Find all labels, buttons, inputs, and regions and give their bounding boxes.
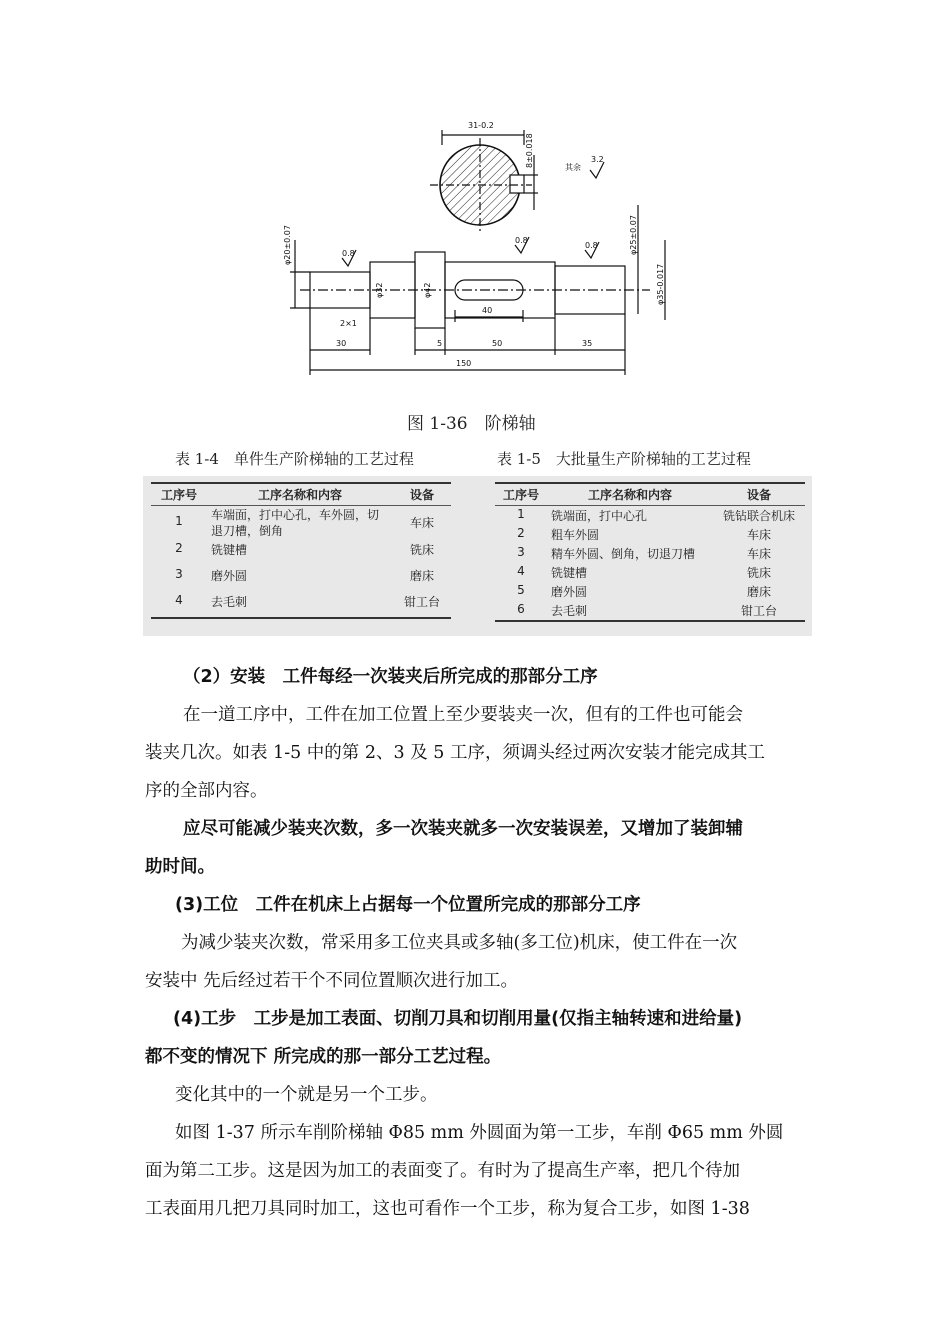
table5-caption: 表 1-5 大批量生产阶梯轴的工艺过程 bbox=[497, 450, 751, 468]
paragraph-line: 装夹几次。如表 1-5 中的第 2、3 及 5 工序，须调头经过两次安装才能完成其工 bbox=[145, 743, 765, 763]
heading-step: (4)工步 工步是加工表面、切削刀具和切削用量(仅指主轴转速和进给量) bbox=[173, 1009, 743, 1029]
table5-header: 工序号 bbox=[502, 488, 539, 502]
label-dim150: 150 bbox=[456, 359, 472, 368]
label-dim50: 50 bbox=[492, 339, 503, 348]
label-rough3: 0.8 bbox=[585, 241, 598, 250]
label-dia42: φ42 bbox=[423, 282, 432, 298]
label-dia20: φ20±0.07 bbox=[283, 225, 292, 265]
paragraph-line: 如图 1-37 所示车削阶梯轴 Φ85 mm 外圆面为第一工步，车削 Φ65 mm 外圆 bbox=[175, 1123, 784, 1143]
paragraph-line: 序的全部内容。 bbox=[145, 781, 268, 801]
table5-header: 工序名称和内容 bbox=[587, 488, 672, 502]
label-dia25: φ25±0.07 bbox=[629, 215, 638, 255]
figure-caption: 图 1-36 阶梯轴 bbox=[407, 414, 536, 434]
table5-header: 设备 bbox=[746, 488, 771, 502]
bold-note: 应尽可能减少装夹次数，多一次装夹就多一次安装误差，又增加了装卸辅 bbox=[183, 819, 743, 839]
label-dim5: 5 bbox=[437, 339, 443, 348]
label-dim35: 35 bbox=[582, 339, 593, 348]
table-row: 3 精车外圆、倒角，切退刀槽 车床 bbox=[517, 545, 771, 561]
table-row: 3 磨外圆 磨床 bbox=[175, 567, 434, 583]
label-rough1: 0.8 bbox=[342, 249, 355, 258]
table-row: 5 磨外圆 磨床 bbox=[517, 583, 771, 599]
table-row: 4 铣键槽 铣床 bbox=[517, 564, 771, 580]
heading-station: (3)工位 工件在机床上占据每一个位置所完成的那部分工序 bbox=[175, 895, 641, 915]
tables-panel bbox=[143, 476, 812, 636]
table4-caption: 表 1-4 单件生产阶梯轴的工艺过程 bbox=[175, 450, 414, 468]
stepped-shaft-drawing bbox=[270, 110, 670, 385]
table-row: 2 粗车外圆 车床 bbox=[517, 526, 771, 542]
table4 bbox=[151, 482, 451, 619]
body-text bbox=[145, 658, 805, 1228]
table-row: 4 去毛刺 钳工台 bbox=[151, 592, 451, 618]
label-dia35: φ35-0.017 bbox=[656, 263, 665, 305]
table-row: 1 车端面，打中心孔，车外圆，切退刀槽，倒角 车床 bbox=[175, 508, 434, 538]
heading-installation: （2）安装 工件每经一次装夹后所完成的那部分工序 bbox=[183, 667, 598, 687]
paragraph-line: 安装中 先后经过若干个不同位置顺次进行加工。 bbox=[145, 971, 519, 991]
label-rough2: 0.8 bbox=[515, 236, 528, 245]
table-row: 2 铣键槽 铣床 bbox=[175, 541, 434, 557]
label-dim30: 30 bbox=[336, 339, 347, 348]
paragraph-line: 为减少装夹次数，常采用多工位夹具或多轴(多工位)机床，使工件在一次 bbox=[181, 933, 738, 953]
heading-step: 都不变的情况下 所完成的那一部分工艺过程。 bbox=[145, 1047, 502, 1067]
paragraph-line: 工表面用几把刀具同时加工，这也可看作一个工步，称为复合工步，如图 1-38 bbox=[145, 1199, 750, 1219]
table4-header: 设备 bbox=[409, 488, 434, 502]
label-dim40: 40 bbox=[482, 306, 493, 315]
label-other: 其余 bbox=[565, 163, 581, 172]
table4-header: 工序号 bbox=[160, 488, 197, 502]
label-other-val: 3.2 bbox=[591, 155, 604, 164]
paragraph-line: 在一道工序中，工件在加工位置上至少要装夹一次，但有的工件也可能会 bbox=[183, 705, 743, 725]
table4-header: 工序名称和内容 bbox=[257, 488, 342, 502]
label-chamfer: 2×1 bbox=[340, 319, 357, 328]
label-keyway-tol: 8±0.018 bbox=[525, 133, 534, 168]
bold-note: 助时间。 bbox=[145, 857, 215, 877]
table-row: 6 去毛刺 钳工台 bbox=[495, 601, 805, 621]
table5 bbox=[495, 482, 805, 622]
paragraph-line: 面为第二工步。这是因为加工的表面变了。有时为了提高生产率，把几个待加 bbox=[145, 1161, 740, 1181]
label-keyway-width: 31-0.2 bbox=[468, 121, 494, 130]
paragraph-line: 变化其中的一个就是另一个工步。 bbox=[175, 1085, 438, 1105]
table-row: 1 铣端面，打中心孔 铣钻联合机床 bbox=[517, 507, 795, 523]
label-dia32: φ32 bbox=[375, 282, 384, 298]
